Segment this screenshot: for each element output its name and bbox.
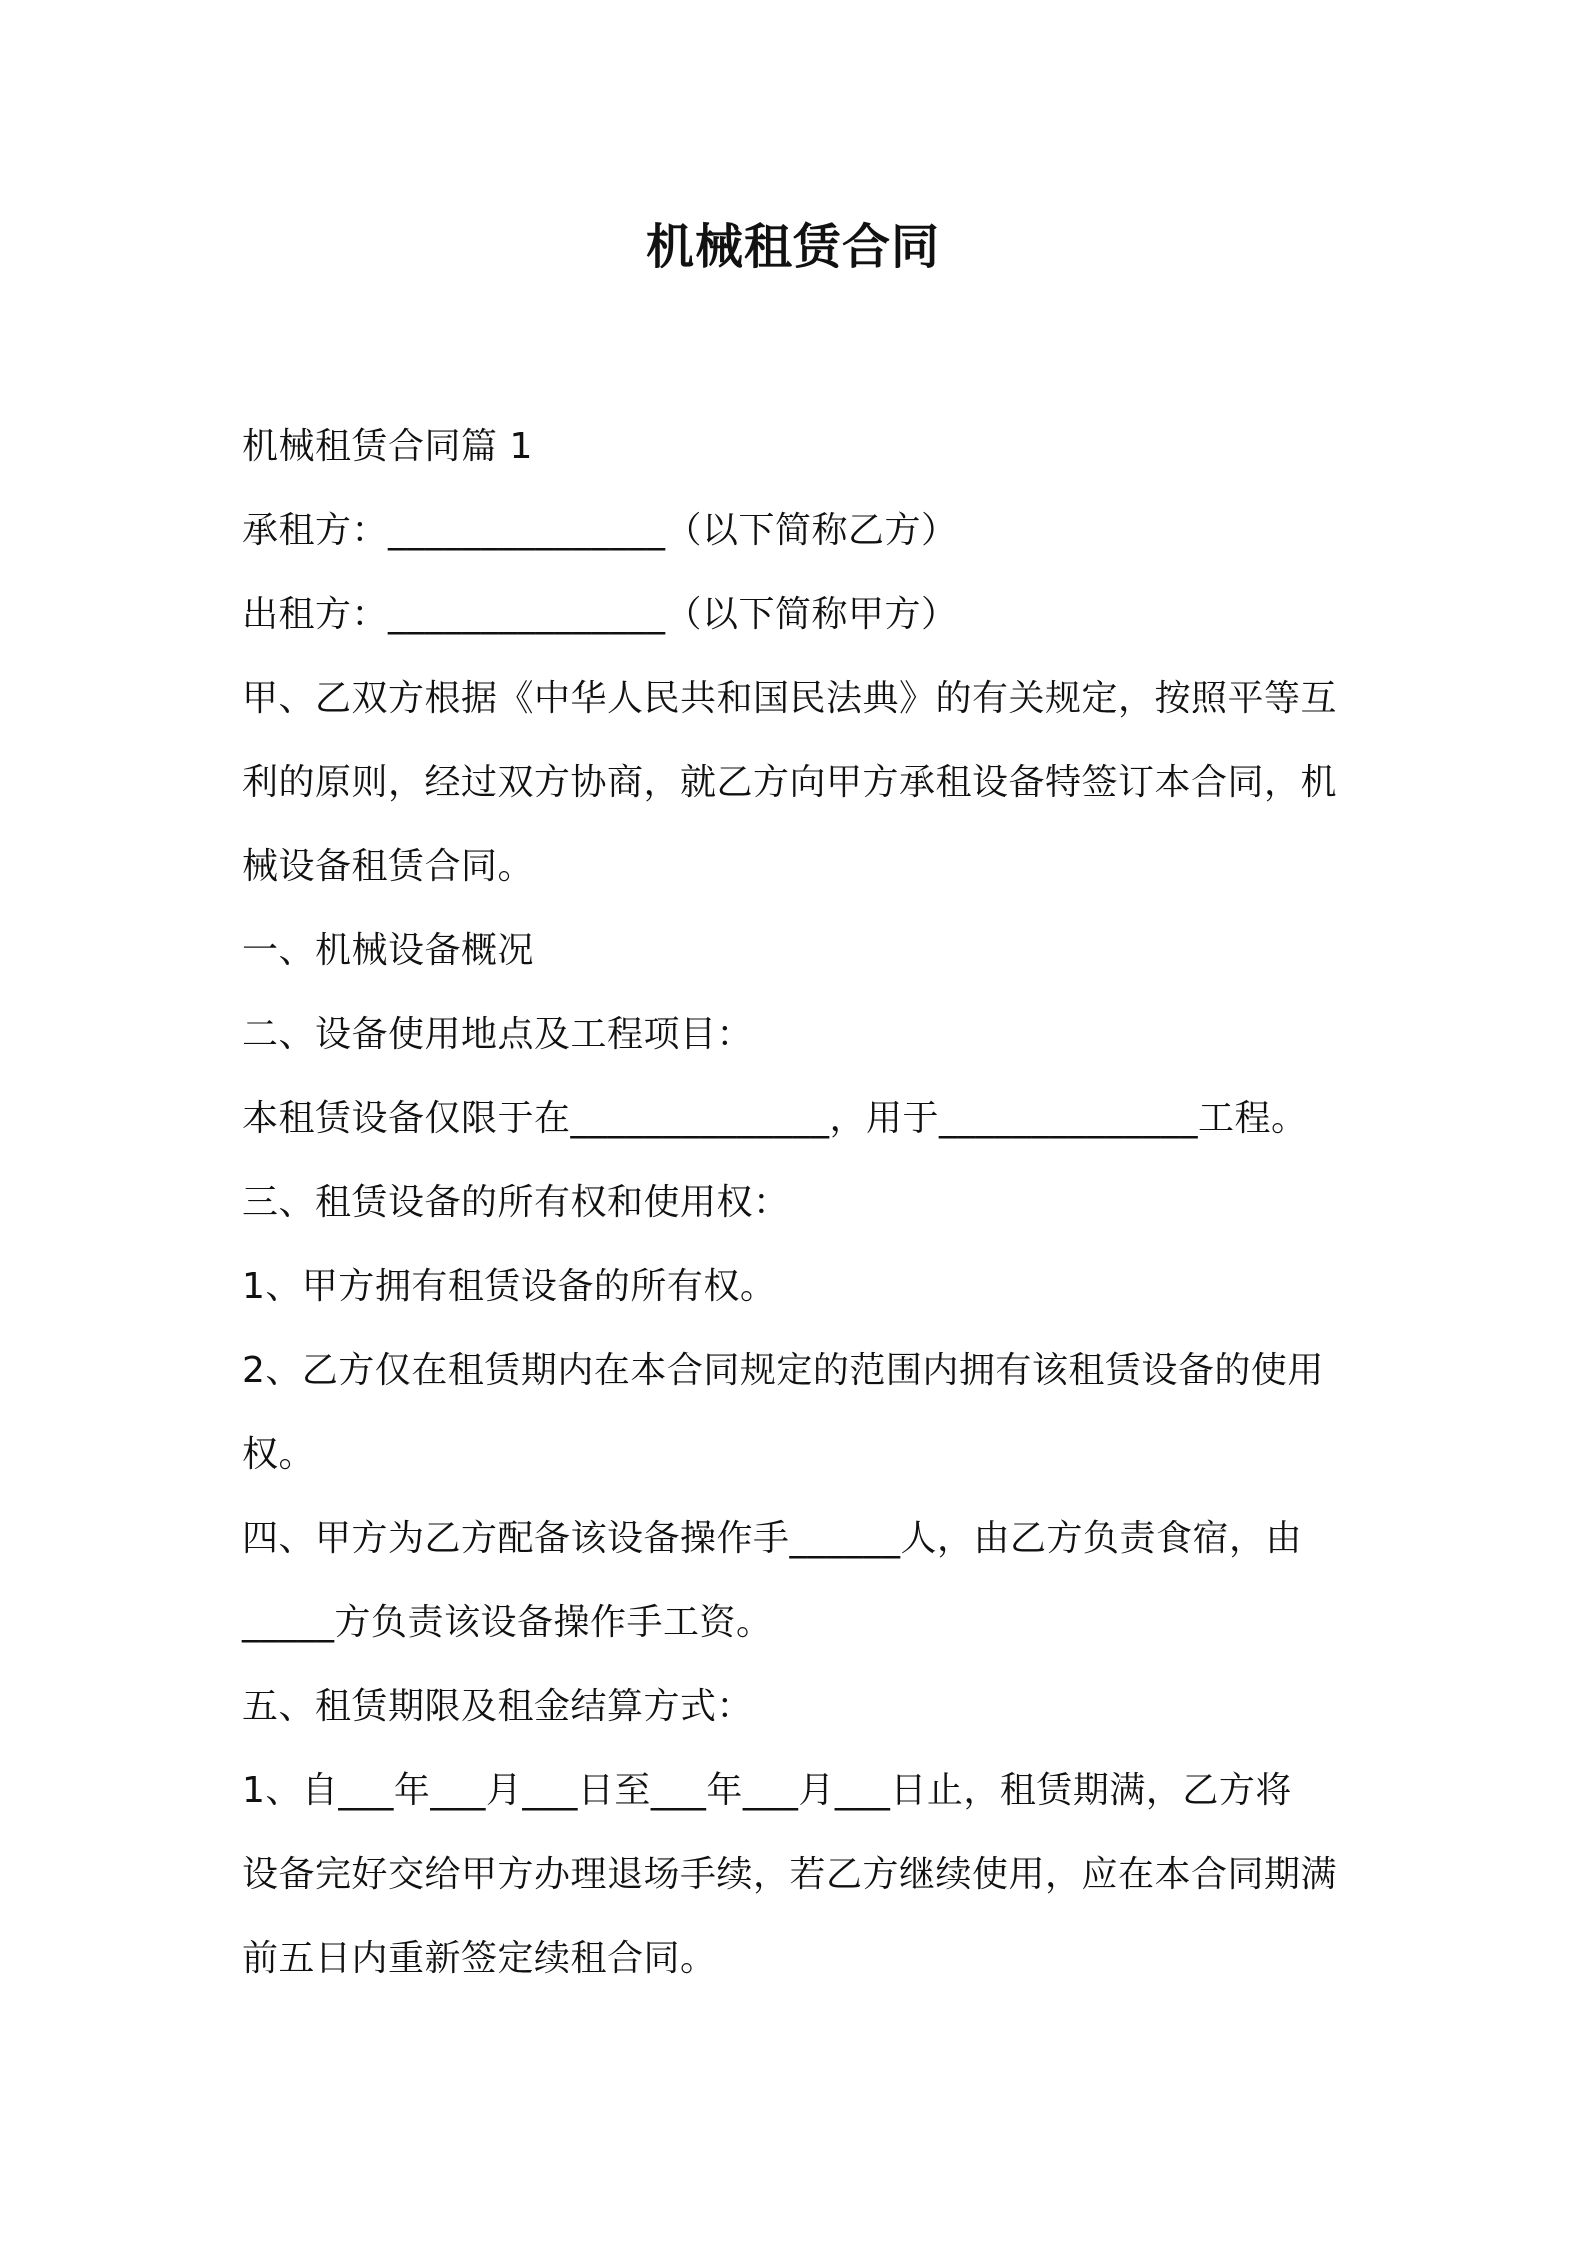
- clause-heading: 三、租赁设备的所有权和使用权：: [242, 1182, 790, 1223]
- lessee-line: 承租方：_______________（以下简称乙方）: [242, 510, 958, 551]
- paragraph-line: 利的原则，经过双方协商，就乙方向甲方承租设备特签订本合同，机: [242, 762, 1338, 803]
- paragraph-line: 本租赁设备仅限于在______________，用于______________工程。: [242, 1098, 1308, 1139]
- clause-item: 前五日内重新签定续租合同。: [242, 1938, 717, 1979]
- paragraph-line: _____方负责该设备操作手工资。: [242, 1602, 773, 1643]
- clause-item: 权。: [242, 1434, 316, 1475]
- clause-item: 1、自___年___月___日至___年___月___日止，租赁期满，乙方将: [242, 1770, 1292, 1811]
- clause-item: 2、乙方仅在租赁期内在本合同规定的范围内拥有该租赁设备的使用: [242, 1350, 1324, 1391]
- paragraph-line: 械设备租赁合同。: [242, 846, 535, 887]
- clause-heading: 一、机械设备概况: [242, 930, 535, 971]
- clause-item: 1、甲方拥有租赁设备的所有权。: [242, 1266, 777, 1307]
- document-title: 机械租赁合同: [645, 219, 940, 275]
- paragraph-line: 甲、乙双方根据《中华人民共和国民法典》的有关规定，按照平等互: [242, 678, 1338, 719]
- clause-heading: 二、设备使用地点及工程项目：: [242, 1014, 754, 1055]
- section-heading: 机械租赁合同篇 1: [242, 426, 533, 467]
- lessor-line: 出租方：_______________（以下简称甲方）: [242, 594, 958, 635]
- clause-heading: 五、租赁期限及租金结算方式：: [242, 1686, 754, 1727]
- clause-item: 设备完好交给甲方办理退场手续，若乙方继续使用，应在本合同期满: [242, 1854, 1338, 1895]
- document-body: [242, 405, 1362, 2001]
- clause-heading: 四、甲方为乙方配备该设备操作手______人，由乙方负责食宿，由: [242, 1518, 1303, 1559]
